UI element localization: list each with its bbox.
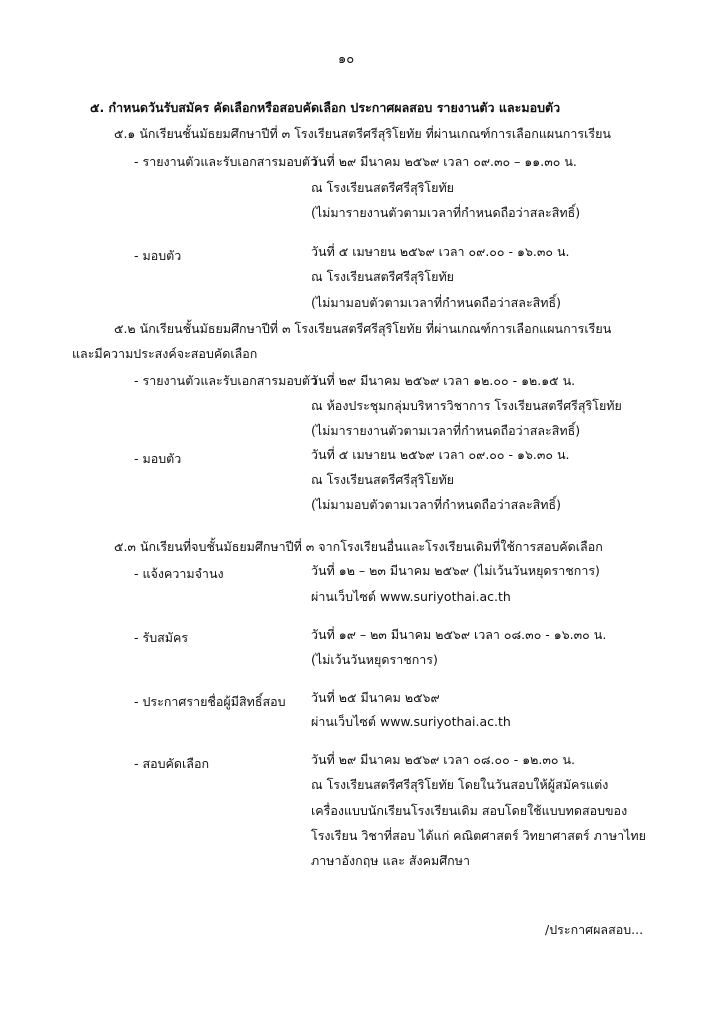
item-detail: วันที่ ๑๙ – ๒๓ มีนาคม ๒๕๖๙ เวลา ๐๘.๓๐ - ๑๖.๓๐ น. [311,627,607,642]
item-detail: ณ ห้องประชุมกลุ่มบริหารวิชาการ โรงเรียนสตรีศรีสุริโยทัย [311,398,622,413]
item-detail: (ไม่มารายงานตัวตามเวลาที่กำหนดถือว่าสละสิทธิ์) [311,423,581,438]
item-label: - รายงานตัวและรับเอกสารมอบตัว [134,373,317,388]
item-label: - ประกาศรายชื่อผู้มีสิทธิ์สอบ [134,694,286,709]
item-detail: วันที่ ๑๒ – ๒๓ มีนาคม ๒๕๖๙ (ไม่เว้นวันหยุดราชการ) [311,563,600,578]
item-detail: ผ่านเว็บไซต์ www.suriyothai.ac.th [311,714,511,729]
section-heading: ๕. กำหนดวันรับสมัคร คัดเลือกหรือสอบคัดเลือก ประกาศผลสอบ รายงานตัว และมอบตัว [90,100,561,115]
item-detail: เครื่องแบบนักเรียนโรงเรียนเดิม สอบโดยใช้แบบทดสอบของ [311,803,628,818]
item-detail: วันที่ ๒๙ มีนาคม ๒๕๖๙ เวลา ๐๘.๐๐ - ๑๒.๓๐ น. [311,752,576,767]
item-detail: (ไม่มามอบตัวตามเวลาที่กำหนดถือว่าสละสิทธิ์) [311,295,562,310]
item-detail: วันที่ ๒๙ มีนาคม ๒๕๖๙ เวลา ๑๒.๐๐ - ๑๒.๑๕ น. [311,373,576,388]
item-label: - มอบตัว [134,451,182,466]
section-5-3-title: ๕.๓ นักเรียนที่จบชั้นมัธยมศึกษาปีที่ ๓ จากโรงเรียนอื่นและโรงเรียนเดิมที่ใช้การสอบคัดเลือก [114,539,603,554]
item-detail: ภาษาอังกฤษ และ สังคมศึกษา [311,853,470,868]
item-detail: (ไม่มารายงานตัวตามเวลาที่กำหนดถือว่าสละสิทธิ์) [311,205,581,220]
item-label: - รายงานตัวและรับเอกสารมอบตัว [134,154,317,169]
item-detail: (ไม่เว้นวันหยุดราชการ) [311,652,438,667]
item-detail: วันที่ ๕ เมษายน ๒๕๖๙ เวลา ๐๙.๐๐ - ๑๖.๓๐ น. [311,244,570,259]
item-detail: ณ โรงเรียนสตรีศรีสุริโยทัย โดยในวันสอบให้ผู้สมัครแต่ง [311,777,609,792]
section-5-1-title: ๕.๑ นักเรียนชั้นมัธยมศึกษาปีที่ ๓ โรงเรียนสตรีศรีสุริโยทัย ที่ผ่านเกณฑ์การเลือกแผนการเรียน [114,126,611,141]
item-label: - สอบคัดเลือก [134,756,210,771]
item-detail: โรงเรียน วิชาที่สอบ ได้แก่ คณิตศาสตร์ วิทยาศาสตร์ ภาษาไทย [311,828,646,843]
item-label: - มอบตัว [134,248,182,263]
item-detail: ณ โรงเรียนสตรีศรีสุริโยทัย [311,269,455,284]
item-detail: (ไม่มามอบตัวตามเวลาที่กำหนดถือว่าสละสิทธิ์) [311,497,562,512]
item-label: - แจ้งความจำนง [134,566,224,581]
item-label: - รับสมัคร [134,630,189,645]
item-detail: วันที่ ๒๕ มีนาคม ๒๕๖๙ [311,690,440,705]
item-detail: วันที่ ๒๙ มีนาคม ๒๕๖๙ เวลา ๐๙.๓๐ – ๑๑.๓๐ น. [311,154,577,169]
item-detail: วันที่ ๕ เมษายน ๒๕๖๙ เวลา ๐๙.๐๐ - ๑๖.๓๐ น. [311,447,570,462]
section-5-2-title: ๕.๒ นักเรียนชั้นมัธยมศึกษาปีที่ ๓ โรงเรียนสตรีศรีสุริโยทัย ที่ผ่านเกณฑ์การเลือกแผนการเรียน [114,321,612,336]
section-5-2-title-cont: และมีความประสงค์จะสอบคัดเลือก [72,346,258,361]
item-detail: ณ โรงเรียนสตรีศรีสุริโยทัย [311,180,455,195]
page-number: ๑๐ [338,52,355,67]
item-detail: ณ โรงเรียนสตรีศรีสุริโยทัย [311,472,455,487]
continuation-note: /ประกาศผลสอบ... [545,922,644,937]
item-detail: ผ่านเว็บไซต์ www.suriyothai.ac.th [311,589,511,604]
